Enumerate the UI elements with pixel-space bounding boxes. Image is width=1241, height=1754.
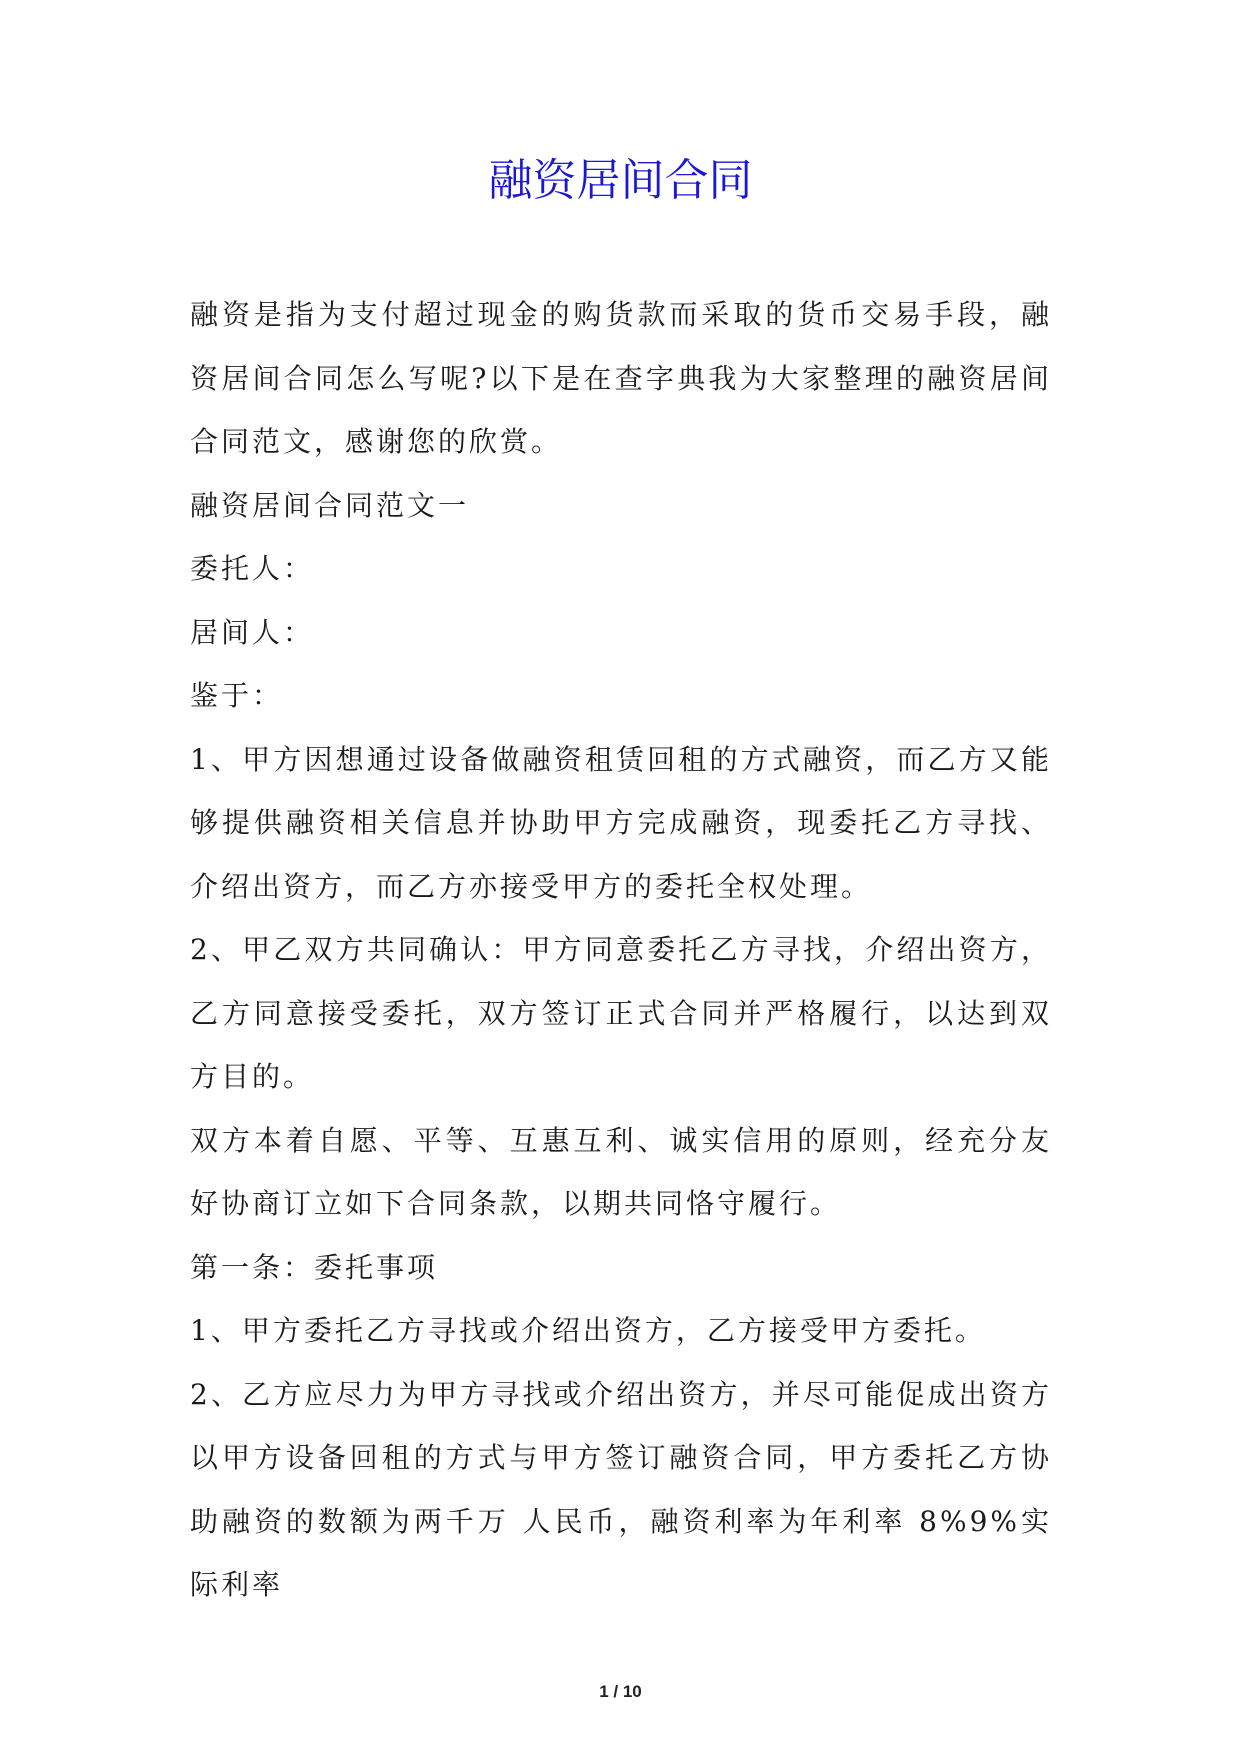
intermediary-label: 居间人： [190,615,315,649]
document-title: 融资居间合同 [488,155,753,206]
article-1-heading: 第一条：委托事项 [190,1250,439,1284]
client-label: 委托人： [190,552,315,585]
whereas-clause-2: 2、甲乙双方共同确认：甲方同意委托乙方寻找，介绍出资方，乙方同意接受委托，双方签订正式合同并严格履行，以达到双方目的。 [190,933,1052,1093]
principles-paragraph: 双方本着自愿、平等、互惠互利、诚实信用的原则，经充分友好协商订立如下合同条款，以期共同恪守履行。 [190,1123,1052,1220]
whereas-clause-1: 1、甲方因想通过设备做融资租赁回租的方式融资，而乙方又能够提供融资相关信息并协助甲方完成融资，现委托乙方寻找、介绍出资方，而乙方亦接受甲方的委托全权处理。 [190,742,1052,903]
page-number: 1 / 10 [599,1682,642,1701]
whereas-label: 鉴于： [190,679,284,712]
document-body [190,283,1052,1617]
article-1-item-1: 1、甲方委托乙方寻找或介绍出资方，乙方接受甲方委托。 [190,1314,986,1347]
article-1-item-2: 2、乙方应尽力为甲方寻找或介绍出资方，并尽可能促成出资方以甲方设备回租的方式与甲方签订融资合同，甲方委托乙方协助融资的数额为两千万 人民币，融资利率为年利率 8%9%实际利率 [190,1377,1052,1601]
intro-paragraph: 融资是指为支付超过现金的购货款而采取的货币交易手段，融资居间合同怎么写呢?以下是在查字典我为大家整理的融资居间合同范文，感谢您的欣赏。 [190,298,1052,458]
sample-heading: 融资居间合同范文一 [190,488,470,522]
